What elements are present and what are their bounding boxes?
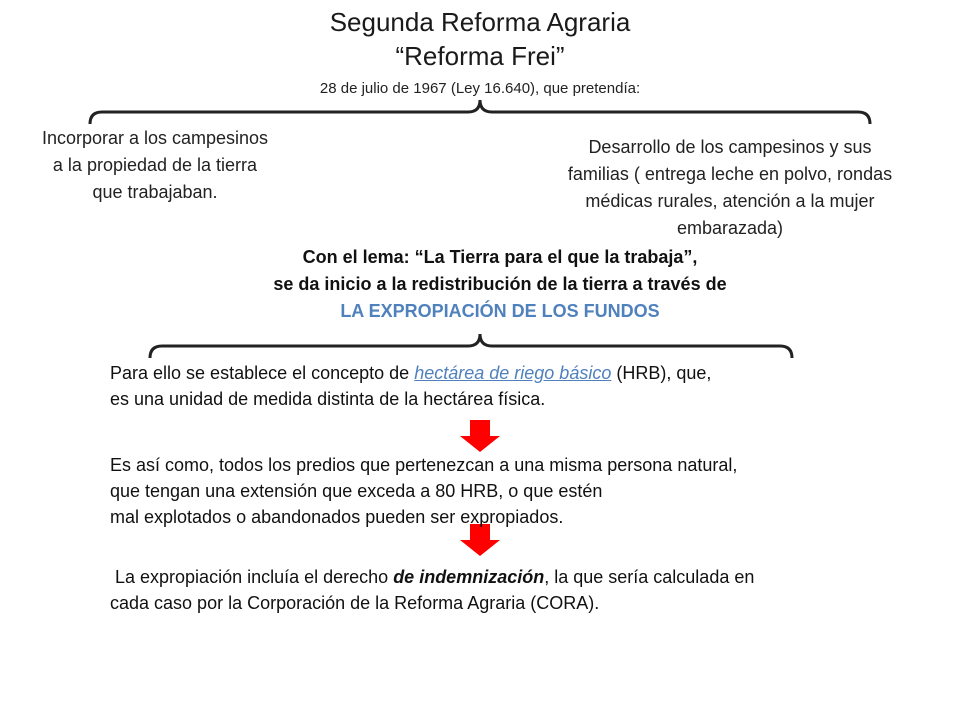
paragraph-line: es una unidad de medida distinta de la hectárea física. <box>110 389 546 409</box>
page-subtitle: “Reforma Frei” <box>395 41 565 71</box>
left-branch-text <box>10 125 300 206</box>
paragraph-line <box>110 564 950 590</box>
paragraph-line <box>110 360 930 386</box>
left-branch-line: a la propiedad de la tierra <box>52 155 258 175</box>
text-segment: Para ello se establece el concepto de <box>110 363 415 383</box>
paragraph-line: que tengan una extensión que exceda a 80 HRB, o que estén <box>110 481 603 501</box>
motto-line-2: se da inicio a la redistribución de la tierra a través de <box>273 274 727 294</box>
paragraph-line: cada caso por la Corporación de la Reforma Agraria (CORA). <box>110 593 600 613</box>
hrb-link[interactable]: hectárea de riego básico <box>414 363 612 383</box>
left-branch-line: Incorporar a los campesinos <box>41 128 269 148</box>
paragraph-line: Es así como, todos los predios que pertenezcan a una misma persona natural, <box>110 455 738 475</box>
date-line: 28 de julio de 1967 (Ley 16.640), que pretendía: <box>319 80 641 97</box>
left-branch-line: que trabajaban. <box>92 182 218 202</box>
right-branch-line: médicas rurales, atención a la mujer <box>585 191 875 211</box>
emphasis-text: de indemnización <box>393 567 545 587</box>
text-segment: La expropiación incluía el derecho <box>110 567 394 587</box>
paragraph-line: mal explotados o abandonados pueden ser expropiados. <box>110 507 564 527</box>
right-branch-line: familias ( entrega leche en polvo, rondas <box>567 164 893 184</box>
text-segment: (HRB), que, <box>611 363 712 383</box>
text-segment: , la que sería calculada en <box>544 567 755 587</box>
paragraph-predios <box>110 452 950 530</box>
motto-line-3: LA EXPROPIACIÓN DE LOS FUNDOS <box>340 301 660 321</box>
down-arrow-icon <box>460 420 500 452</box>
paragraph-hrb <box>110 360 930 412</box>
right-branch-line: Desarrollo de los campesinos y sus <box>588 137 872 157</box>
page-title: Segunda Reforma Agraria <box>329 7 631 37</box>
motto-block <box>0 244 960 325</box>
motto-brace <box>150 334 792 358</box>
motto-line-1: Con el lema: “La Tierra para el que la trabaja”, <box>302 247 698 267</box>
right-branch-text <box>520 134 940 242</box>
top-brace <box>90 100 870 124</box>
right-branch-line: embarazada) <box>676 218 784 238</box>
paragraph-indemnizacion <box>110 564 950 616</box>
